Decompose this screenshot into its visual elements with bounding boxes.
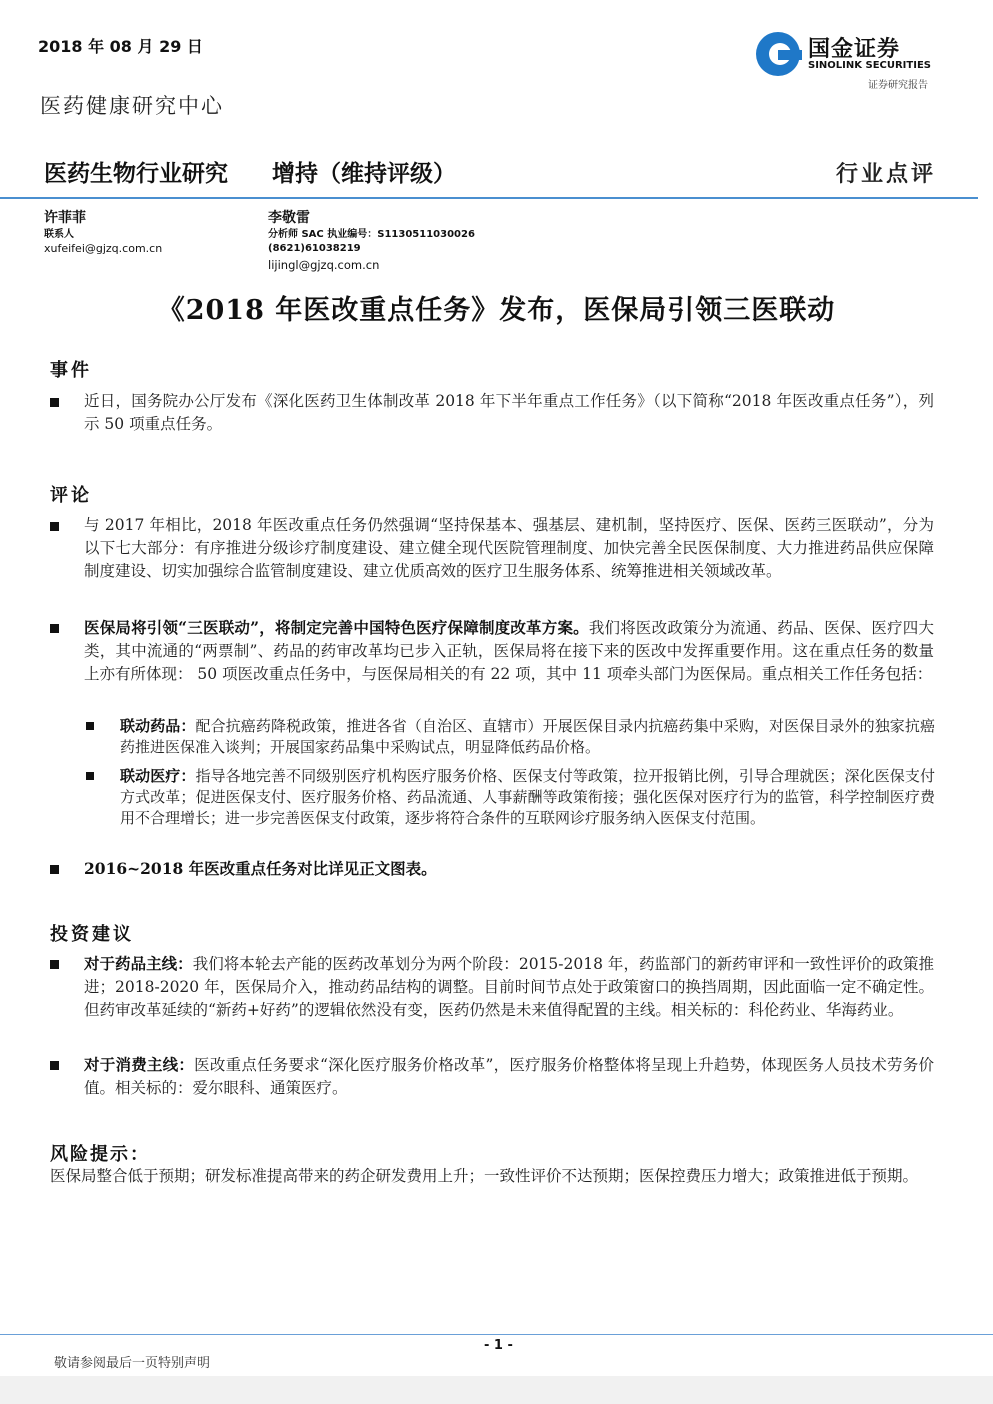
sub-bullet-icon xyxy=(86,722,94,730)
report-title: 《2018 年医改重点任务》发布，医保局引领三医联动 xyxy=(157,295,836,326)
report-date: 2018 年 08 月 29 日 xyxy=(38,37,203,56)
logo-subtitle: 证券研究报告 xyxy=(868,80,928,91)
sub-item-medical xyxy=(120,766,935,829)
logo-en-text: SINOLINK SECURITIES xyxy=(808,60,931,71)
sub-item-drugs-label: 联动药品： xyxy=(120,717,196,735)
comment-paragraph-2-text: 我们将医改政策分为流通、药品、医保、医疗四大类，其中流通的“两票制”、药品的药审改革均已步入正轨，医保局将在接下来的医改中发挥重要作用。这在重点任务的数量上亦有所体现： 50 项医改重点任务中，与医保局相关的有 22 项，其中 11 项牵头部门为医保局。重点相关工作任务包括： xyxy=(84,619,934,683)
header-divider xyxy=(0,197,978,199)
sub-item-medical-label: 联动医疗： xyxy=(120,767,196,785)
section-heading-invest: 投资建议 xyxy=(50,924,134,945)
analyst-block-2 xyxy=(268,208,475,272)
bullet-icon xyxy=(50,960,59,969)
invest-paragraph-2 xyxy=(84,1053,934,1100)
analyst-name: 李敬雷 xyxy=(268,210,310,226)
research-center: 医药健康研究中心 xyxy=(40,94,224,118)
analyst-email[interactable]: xufeifei@gjzq.com.cn xyxy=(44,242,163,255)
analyst-block-1 xyxy=(44,208,162,256)
invest-paragraph-1-text: 我们将本轮去产能的医药改革划分为两个阶段：2015-2018 年，药监部门的新药审评和一致性评价的政策推进；2018-2020 年，医保局介入，推动药品结构的调整。目前时间节点处于政策窗口的换挡周期，因此面临一定不确定性。但药审改革延续的“新药+好药”的逻辑依然没有变，医药仍然是未来值得配置的主线。相关标的：科伦药业、华海药业。 xyxy=(84,955,934,1019)
section-heading-risk: 风险提示： xyxy=(50,1144,150,1165)
analyst-phone: (8621)61038219 xyxy=(268,243,361,254)
bullet-icon xyxy=(50,398,59,407)
sub-item-medical-text: 指导各地完善不同级别医疗机构医疗服务价格、医保支付等政策，拉开报销比例，引导合理就医；深化医保支付方式改革；促进医保支付、医疗服务价格、药品流通、人事薪酬等政策衔接；强化医保对医疗行为的监管，科学控制医疗费用不合理增长；进一步完善医保支付政策，逐步将符合条件的互联网诊疗服务纳入医保支付范围。 xyxy=(120,767,935,827)
sub-item-drugs xyxy=(120,716,935,758)
bullet-icon xyxy=(50,522,59,531)
logo-mark-icon xyxy=(756,32,800,76)
invest-paragraph-1 xyxy=(84,952,934,1022)
bullet-icon xyxy=(50,865,59,874)
industry-title: 医药生物行业研究 xyxy=(44,161,228,187)
comment-paragraph-1: 与 2017 年相比，2018 年医改重点任务仍然强调“坚持保基本、强基层、建机制，坚持医疗、医保、医药三医联动”，分为以下七大部分：有序推进分级诊疗制度建设、建立健全现代医院管理制度、加快完善全民医保制度、大力推进药品供应保障制度建设、切实加强综合监管制度建设、建立优质高效的医疗卫生服务体系、统筹推进相关领域改革。 xyxy=(84,516,934,580)
sub-item-drugs-text: 配合抗癌药降税政策，推进各省（自治区、直辖市）开展医保目录内抗癌药集中采购，对医保目录外的独家抗癌药推进医保准入谈判；开展国家药品集中采购试点，明显降低药品价格。 xyxy=(120,717,935,756)
footer-disclaimer: 敬请参阅最后一页特别声明 xyxy=(54,1356,211,1371)
analyst-name: 许菲菲 xyxy=(44,210,86,226)
analyst-email[interactable]: lijingl@gjzq.com.cn xyxy=(268,258,380,272)
invest-paragraph-2-text: 医改重点任务要求“深化医疗服务价格改革”，医疗服务价格整体将呈现上升趋势，体现医务人员技术劳务价值。相关标的：爱尔眼科、通策医疗。 xyxy=(84,1056,934,1097)
viewer-bottom-bar xyxy=(0,1376,993,1404)
comment-paragraph-2 xyxy=(84,616,934,686)
company-logo xyxy=(756,30,946,92)
bullet-icon xyxy=(50,1061,59,1070)
report-type: 行业点评 xyxy=(836,161,937,187)
comment-paragraph-3: 2016~2018 年医改重点任务对比详见正文图表。 xyxy=(84,859,437,878)
section-heading-comment: 评论 xyxy=(50,485,92,506)
page-number: - 1 - xyxy=(484,1338,513,1353)
logo-cn-text: 国金证券 xyxy=(808,37,901,62)
analyst-role: 分析师 SAC 执业编号：S1130511030026 xyxy=(268,229,475,240)
footer-divider xyxy=(0,1334,993,1335)
analyst-role: 联系人 xyxy=(44,229,74,240)
comment-paragraph-2-bold: 医保局将引领“三医联动”，将制定完善中国特色医疗保障制度改革方案。 xyxy=(84,618,589,637)
sub-bullet-icon xyxy=(86,772,94,780)
bullet-icon xyxy=(50,624,59,633)
invest-paragraph-2-label: 对于消费主线： xyxy=(84,1055,195,1074)
risk-paragraph: 医保局整合低于预期；研发标准提高带来的药企研发费用上升；一致性评价不达预期；医保控费压力增大；政策推进低于预期。 xyxy=(50,1167,919,1185)
event-paragraph: 近日，国务院办公厅发布《深化医药卫生体制改革 2018 年下半年重点工作任务》（以下简称“2018 年医改重点任务”），列示 50 项重点任务。 xyxy=(84,392,934,433)
rating-label: 增持（维持评级） xyxy=(272,161,456,187)
invest-paragraph-1-label: 对于药品主线： xyxy=(84,954,193,973)
section-heading-event: 事件 xyxy=(50,360,92,381)
